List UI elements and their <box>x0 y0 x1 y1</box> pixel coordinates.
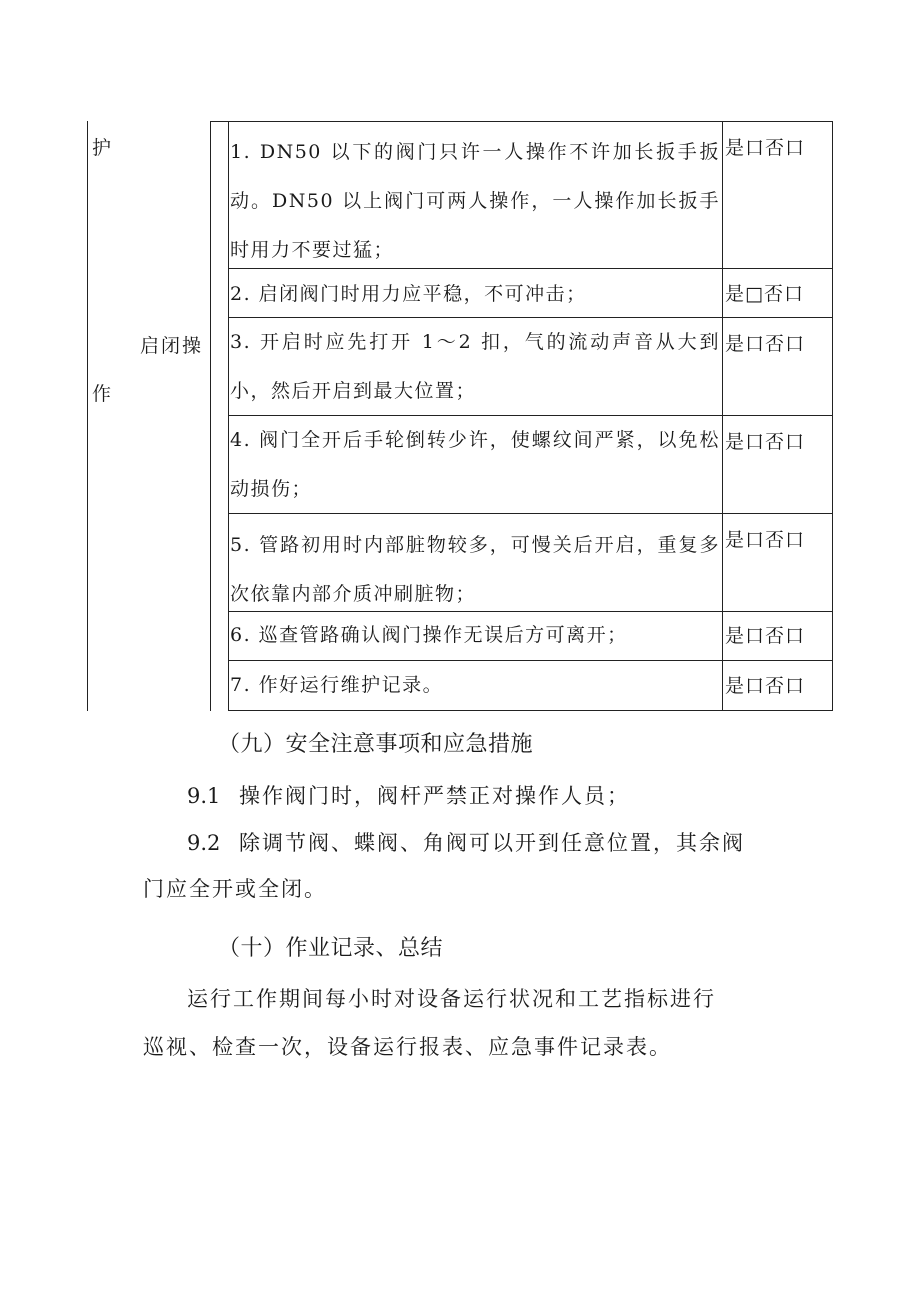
item-text: 操作阀门时，阀杆严禁正对操作人员； <box>239 784 630 808</box>
table-col-divider-1 <box>210 121 211 711</box>
table-row-item-3: 3. 开启时应先打开 1～2 扣，气的流动声音从大到小，然后开启到最大位置； <box>230 331 720 402</box>
item-number: 9.2 <box>187 831 221 855</box>
checkbox-yes-no-2[interactable]: 是□否口 <box>725 283 804 305</box>
table-top-border <box>210 121 833 122</box>
section-10-line-2: 巡视、检查一次，设备运行报表、应急事件记录表。 <box>143 1035 672 1059</box>
left-column-text-top: 护 <box>92 137 113 159</box>
table-row-item-5: 5. 管路初用时内部脏物较多，可慢关后开启，重复多次依靠内部介质冲刷脏物； <box>230 534 720 605</box>
checkbox-yes-no-1[interactable]: 是口否口 <box>725 137 806 159</box>
section-9-item-1 <box>187 786 630 807</box>
table-row-item-1: 1. DN50 以下的阀门只许一人操作不许加长扳手扳动。DN50 以上阀门可两人操作，一人操作加长扳手时用力不要过猛； <box>230 141 720 261</box>
section-10-heading: （十）作业记录、总结 <box>218 936 444 961</box>
checkbox-yes-no-5[interactable]: 是口否口 <box>725 529 806 551</box>
section-9-item-2-line-1 <box>187 833 745 854</box>
item-number: 9.1 <box>187 784 221 808</box>
item-text: 除调节阀、蝶阀、角阀可以开到任意位置，其余阀 <box>239 831 745 855</box>
table-row-item-2: 2. 启闭阀门时用力应平稳，不可冲击； <box>230 283 587 305</box>
checkbox-yes-no-6[interactable]: 是口否口 <box>725 625 806 647</box>
section-10-line-1: 运行工作期间每小时对设备运行状况和工艺指标进行 <box>187 987 716 1011</box>
table-right-border <box>832 121 833 711</box>
table-row-item-4: 4. 阀门全开后手轮倒转少许，使螺纹间严紧，以免松动损伤； <box>230 429 720 500</box>
checkbox-yes-no-3[interactable]: 是口否口 <box>725 333 806 355</box>
category-label: 启闭操 <box>140 335 204 357</box>
table-col-divider-2 <box>228 121 229 711</box>
left-column-text-bottom: 作 <box>92 383 113 405</box>
table-left-border <box>87 121 88 711</box>
section-9-item-2-line-2: 门应全开或全闭。 <box>143 877 327 901</box>
table-row-item-6: 6. 巡查管路确认阀门操作无误后方可离开； <box>230 624 628 646</box>
table-col-divider-3 <box>722 121 723 711</box>
section-9-heading: （九）安全注意事项和应急措施 <box>218 732 534 757</box>
table-bottom-border <box>228 710 833 711</box>
checkbox-yes-no-7[interactable]: 是口否口 <box>725 675 806 697</box>
table-row-item-7: 7. 作好运行维护记录。 <box>230 674 444 696</box>
checkbox-yes-no-4[interactable]: 是口否口 <box>725 431 806 453</box>
